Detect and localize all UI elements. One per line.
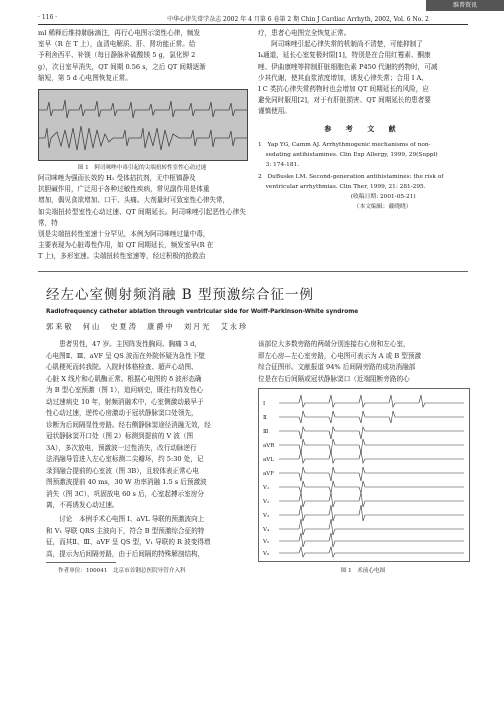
article-title: 经左心室侧射频消融 B 型预激综合征一例 [46, 287, 315, 303]
bottom-left-paragraph: 阿司咪唑为强而长效的 H₁ 受体拮抗剂，无中枢镇静及 抗胆碱作用，广泛用于各种过敏性疾病，常见副作用是体重 增加，偶见食欲增加、口干、头痛。大剂量时可致室性心律失常， 如尖端扭转型室性心动过速、QT 间期延长。阿司咪唑引起恶性心律失常，特 别是尖端扭转性室速十分罕见，本例为阿司咪唑过量中毒， 主要表现为心脏毒性作用，如 QT 间期延长，频发室早(R 在 T 上)，多形室速。尖端扭转性室速等，经过积极的抢救治 [38, 174, 246, 261]
header-rule [38, 24, 468, 25]
article-english-title: Radiofrequency catheter ablation through ventricular side for Wolff-Parkinson-White syndrome [46, 309, 359, 315]
ecg-lead-label: V₃ [263, 513, 270, 519]
author-affiliation: 作者单位：100041 北京市首钢总医院导管介入科 [58, 568, 186, 574]
ecg-lead-label: aVF [263, 471, 275, 477]
reference-2: 2 DuBuske LM. Second-generation antihistamines: the risk of ventricular arrhythmias. Clin Ther, 1999, 21: 281-295. (收稿日期: 2001-05-21) （本文编辑：戴晓晓） [258, 174, 444, 210]
references-title: 参 考 文 献 [324, 124, 402, 133]
figure-caption-top: 图 1 阿司咪唑中毒引起的尖端扭转性室性心动过速 [77, 165, 207, 171]
reference-1: 1 Yap YG, Camm AJ. Arrhythmogenic mechanisms of non- sedating antihistamines. Clin Exp Allergy, 1999, 29(Suppl) 3: 174-181. [258, 142, 438, 168]
ecg-12-lead-image [259, 389, 469, 561]
ecg-lead-label: V₆ [263, 551, 270, 557]
ecg-lead-label: V₂ [263, 499, 270, 505]
article-divider [38, 271, 468, 272]
article-authors: 郭来敬 何山 史夏涛 康爵中 刘月光 艾永珍 [46, 322, 249, 331]
article-discussion: 讨论 本例手术心电图 I、aVL 导联的预激波向上 和 V₁ 导联 QRS 主波向下，符合 B 型预激综合征的特 征，而其Ⅱ、Ⅲ、aVF 呈 QS 型，V₁ 导联的 R 波变得增 高，提示为后间隔旁路，由于后间隔的特殊解剖结构， [46, 515, 211, 558]
ecg-lead-label: Ⅲ [263, 429, 269, 435]
figure-preop-ecg [258, 388, 470, 562]
article-body-left: 患者男性，47 岁。主因阵发性胸闷、胸痛 3 d， 心电图Ⅱ、Ⅲ、aVF 呈 QS 波而在外院怀疑为急性下壁 心肌梗死而转我院。入院时体格检查、超声心动图、 心脏 X 线片和心肌酶正常。根据心电图的 δ 波形态确 为 B 型心室预激（图 1），追问病史，既往有阵发性心 动过速病史 10 年，射频消融术中，心室侧激动最早于 性心动过速，逆传心房激动于冠状静脉窦口处领先， 诊断为后间隔显性旁路。经右侧静脉窦途径消融无效，经 冠状静脉窦开口处（图 2）标测到提前的 V 波（图 3A），多次放电，预激波一过性消失，改行动脉逆行 法消融导管进入左心室标测二尖瓣环，约 5:30 处，记 录到融合提前的心室波（图 3B），且较体表正常心电 图预激波提前 40 ms，30 W 功率消融 1.5 s 后预激波 消失（图 3C），巩固放电 60 s 后，心室起搏示室房分 离，不再诱发心动过速。 [46, 340, 211, 509]
article-body-right: 该部位大多数旁路的两端分别连接右心房和左心室， 即左心房—左心室旁路，心电图可表示为 A 或 B 型预激 综合征图形。文献报道 94% 后间隔旁路的成功消融部 位是在右后间隔或冠状静脉窦口（近端阻断旁路的心 [258, 340, 422, 383]
ecg-trace-image [39, 90, 247, 160]
ecg-lead-label: V₄ [263, 527, 270, 533]
figure-caption-ecg: 图 1 术前心电图 [340, 568, 386, 574]
top-right-paragraph: 疗，患者心电图完全恢复正常。 阿司咪唑引起心律失常的机制尚不清楚，可能抑制了 Iₖ通道，延长心室复极时限[1]，特别是在合用红霉素、酮康 唑、伊曲康唑等抑制肝脏细胞色素 P450 代谢的药物时，可减 少其代谢，使其血浆浓度增加，诱发心律失常；合用 I A、 I C 类抗心律失常药物时也会增加 QT 间期延长的风险，应 避免同时服用[2]，对于有肝脏损害、QT 间期延长的患者要 谨慎使用。 [258, 29, 438, 116]
footnote-rule [46, 562, 116, 563]
ecg-lead-label: aVL [263, 457, 274, 463]
journal-header: 中华心律失常学杂志 2002 年 4 月第 6 卷第 2 期 Chin J Cardiac Arrhyth, 2002, Vol. 6 No. 2 [167, 16, 429, 23]
ecg-lead-label: aVR [263, 443, 275, 449]
figure-ecg-torsades [38, 89, 248, 161]
ecg-lead-label: V₁ [263, 485, 270, 491]
watermark: 维普资讯 http://www.cqvip.com [426, 0, 504, 11]
ecg-lead-label: V₅ [263, 539, 270, 545]
ecg-lead-label: Ⅰ [263, 401, 266, 407]
top-left-paragraph: ml 稀释后维持肺脉滴注，再行心电图示窦性心律，频发 室早（R 在 T 上），血清电解质、肝、肾功能正常。给 予利舍西平、补镁（每日静脉补硫酸镁 5 g，氯化钾 2 g），次日室早消失，QT 间期 0.56 s，之后 QT 间期逐渐 缩短，第 5 d 心电图恢复正常。 [38, 29, 206, 82]
ecg-lead-label: Ⅱ [263, 415, 267, 421]
page-number: · 116 · [38, 14, 58, 21]
